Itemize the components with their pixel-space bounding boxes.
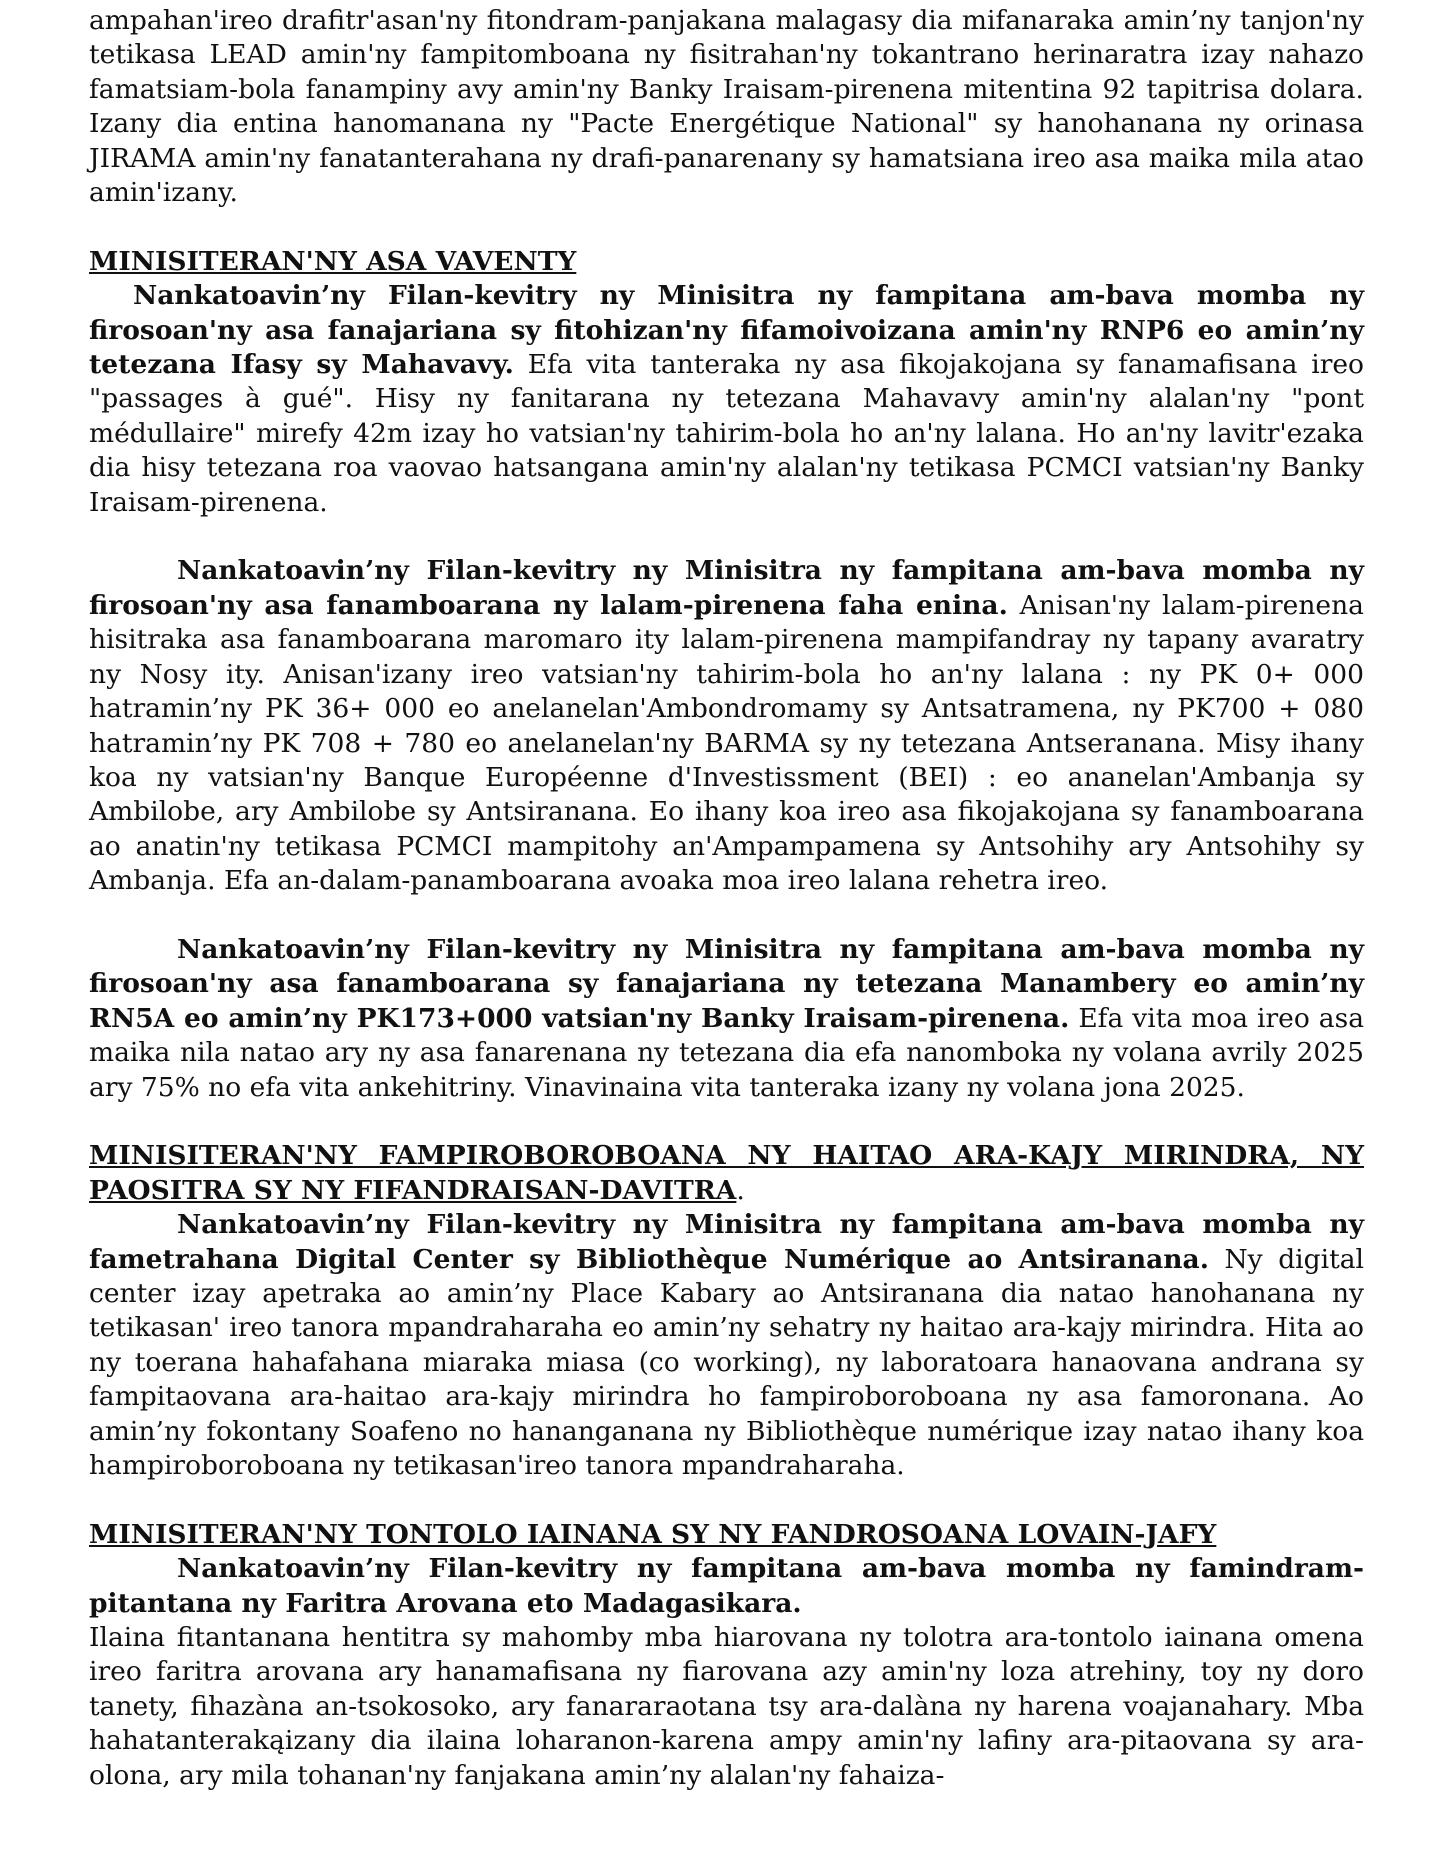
environment-paragraph: Ilaina fitantanana hentitra sy mahomby mba hiarovana ny tolotra ara-tontolo iainana omena ireo faritra arovana ary hanamafisana ny fiarovana azy amin'ny loza atrehiny, toy ny doro tanety, fihazàna an-tsokosoko, ary fanararaotana tsy ara-dalàna ny harena voajanahary. Mba hahatanterakąizany dia ilaina loharanon-karena ampy amin'ny lafiny ara-pitaovana sy ara-olona, ary mila tohanan'ny fanjakana amin’ny alalan'ny fahaiza-	[89, 1622, 1364, 1791]
roads-paragraph-1-body: Efa vita tanteraka ny asa fikojakojana sy fanamafisana ireo "passages à gué". Hisy ny fanitarana ny tetezana Mahavavy amin'ny alalan'ny "pont médullaire" mirefy 42m izay ho vatsian'ny tahirim-bola ho an'ny lalana. Ho an'ny lavitr'ezaka dia hisy tetezana roa vaovao hatsangana amin'ny alalan'ny tetikasa PCMCI vatsian'ny Banky Iraisam-pirenena.	[89, 349, 1364, 518]
environment-paragraph-lead: Nankatoavin’ny Filan-kevitry ny fampitana am-bava momba ny famindram-pitantana ny Faritra Arovana eto Madagasikara.	[89, 1553, 1364, 1619]
document-page	[89, 4, 1364, 1793]
digital-paragraph-lead: Nankatoavin’ny Filan-kevitry ny Minisitra ny fampitana am-bava momba ny fametrahana Digital Center sy Bibliothèque Numérique ao Antsiranana.	[89, 1209, 1364, 1275]
section-heading-roads: MINISITERAN'NY ASA VAVENTY	[89, 245, 577, 277]
roads-paragraph-1-lead: Nankatoavin’ny Filan-kevitry ny Minisitra ny fampitana am-bava momba ny firosoan'ny asa fanajariana sy fitohizan'ny fifamoivoizana amin'ny RNP6 eo amin’ny tetezana Ifasy sy Mahavavy.	[89, 280, 1364, 381]
section-heading-environment: MINISITERAN'NY TONTOLO IAINANA SY NY FANDROSOANA LOVAIN-JAFY	[89, 1518, 1217, 1550]
roads-paragraph-3	[89, 933, 1364, 1105]
roads-paragraph-3-lead: Nankatoavin’ny Filan-kevitry ny Minisitra ny fampitana am-bava momba ny firosoan'ny asa fanamboarana sy fanajariana ny tetezana Manambery eo amin’ny RN5A eo amin’ny PK173+000 vatsian'ny Banky Iraisam-pirenena.	[89, 933, 1364, 1034]
roads-paragraph-2-lead: Nankatoavin’ny Filan-kevitry ny Minisitra ny fampitana am-bava momba ny firosoan'ny asa fanamboarana ny lalam-pirenena faha enina.	[89, 555, 1364, 621]
section-heading-digital	[89, 1139, 1364, 1208]
intro-paragraph: ampahan'ireo drafitr'asan'ny fitondram-panjakana malagasy dia mifanaraka amin’ny tanjon'ny tetikasa LEAD amin'ny fampitomboana ny fisitrahan'ny tokantrano herinaratra izay nahazo famatsiam-bola fanampiny avy amin'ny Banky Iraisam-pirenena mitentina 92 tapitrisa dolara. Izany dia entina hanomanana ny "Pacte Energétique National" sy hanohanana ny orinasa JIRAMA amin'ny fanatanterahana ny drafi-panarenany sy hamatsiana ireo asa maika mila atao amin'izany.	[89, 5, 1364, 209]
digital-paragraph	[89, 1208, 1364, 1483]
digital-paragraph-body: Ny digital center izay apetraka ao amin’ny Place Kabary ao Antsiranana dia natao hanohanana ny tetikasan' ireo tanora mpandraharaha eo amin’ny sehatry ny haitao ara-kajy mirindra. Hita ao ny toerana hahafahana miaraka miasa (co working), ny laboratoara hanaovana andrana sy fampitaovana ara-haitao ara-kajy mirindra ho fampiroboroboana ny asa famoronana. Ao amin’ny fokontany Soafeno no hananganana ny Bibliothèque numérique izay natao ihany koa hampiroboroboana ny tetikasan'ireo tanora mpandraharaha.	[89, 1243, 1364, 1481]
roads-paragraph-2-body: Anisan'ny lalam-pirenena hisitraka asa fanamboarana maromaro ity lalam-pirenena mampifandray ny tapany avaratry ny Nosy ity. Anisan'izany ireo vatsian'ny tahirim-bola ho an'ny lalana : ny PK 0+ 000 hatramin’ny PK 36+ 000 eo anelanelan'Ambondromamy sy Antsatramena, ny PK700 + 080 hatramin’ny PK 708 + 780 eo anelanelan'ny BARMA sy ny tetezana Antseranana. Misy ihany koa ny vatsian'ny Banque Européenne d'Investissment (BEI) : eo ananelan'Ambanja sy Ambilobe, ary Ambilobe sy Antsiranana. Eo ihany koa ireo asa fikojakojana sy fanamboarana ao anatin'ny tetikasa PCMCI mampitohy an'Ampampamena sy Antsohihy ary Antsohihy sy Ambanja. Efa an-dalam-panamboarana avoaka moa ireo lalana rehetra ireo.	[89, 589, 1364, 897]
roads-paragraph-3-body: Efa vita moa ireo asa maika nila natao ary ny asa fanarenana ny tetezana dia efa nanomboka ny volana avrily 2025 ary 75% no efa vita ankehitriny. Vinavinaina vita tanteraka izany ny volana jona 2025.	[89, 1002, 1364, 1103]
roads-paragraph-1	[89, 279, 1364, 520]
roads-paragraph-2	[89, 554, 1364, 898]
environment-lead-paragraph	[89, 1552, 1364, 1621]
section-heading-digital-text: MINISITERAN'NY FAMPIROBOROBOANA NY HAITAO ARA-KAJY MIRINDRA, NY PAOSITRA SY NY FIFANDRAISAN-DAVITRA	[89, 1140, 1364, 1206]
section-heading-digital-suffix: .	[736, 1174, 745, 1206]
